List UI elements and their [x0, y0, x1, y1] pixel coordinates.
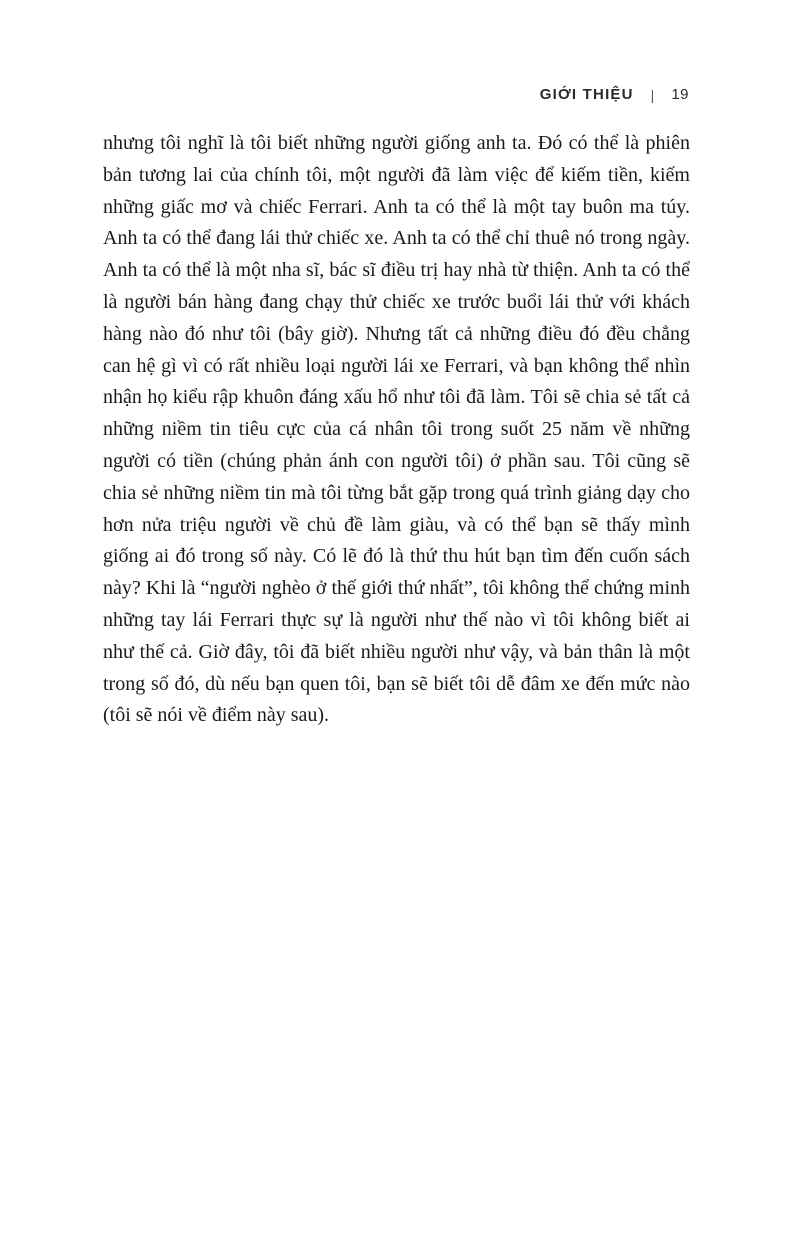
header-separator: | — [650, 86, 655, 103]
body-paragraph: nhưng tôi nghĩ là tôi biết những người giống anh ta. Đó có thể là phiên bản tương lai của chính tôi, một người đã làm việc để kiếm tiền, kiếm những giấc mơ và chiếc Ferrari. Anh ta có thể là một tay buôn ma túy. Anh ta có thể đang lái thử chiếc xe. Anh ta có thể chỉ thuê nó trong ngày. Anh ta có thể là một nha sĩ, bác sĩ điều trị hay nhà từ thiện. Anh ta có thể là người bán hàng đang chạy thử chiếc xe trước buổi lái thử với khách hàng nào đó như tôi (bây giờ). Nhưng tất cả những điều đó đều chẳng can hệ gì vì có rất nhiều loại người lái xe Ferrari, và bạn không thể nhìn nhận họ kiểu rập khuôn đáng xấu hổ như tôi đã làm. Tôi sẽ chia sẻ tất cả những niềm tin tiêu cực của cá nhân tôi trong suốt 25 năm về những người có tiền (chúng phản ánh con người tôi) ở phần sau. Tôi cũng sẽ chia sẻ những niềm tin mà tôi từng bắt gặp trong quá trình giảng dạy cho hơn nửa triệu người về chủ đề làm giàu, và có thể bạn sẽ thấy mình giống ai đó trong số này. Có lẽ đó là thứ thu hút bạn tìm đến cuốn sách này? Khi là “người nghèo ở thế giới thứ nhất”, tôi không thể chứng minh những tay lái Ferrari thực sự là người như thế nào vì tôi không biết ai như thế cả. Giờ đây, tôi đã biết nhiều người như vậy, và bản thân là một trong số đó, dù nếu bạn quen tôi, bạn sẽ biết tôi dễ đâm xe đến mức nào (tôi sẽ nói về điểm này sau). — [103, 132, 690, 727]
page-number: 19 — [671, 86, 689, 103]
running-header — [540, 86, 689, 103]
chapter-title: GIỚI THIỆU — [539, 86, 634, 103]
